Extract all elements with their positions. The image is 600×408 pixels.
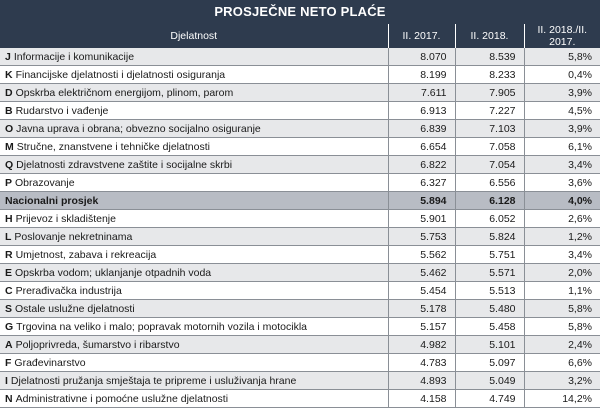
cell-2017: 6.654 [388, 138, 455, 156]
activity-name: Prijevoz i skladištenje [15, 212, 116, 225]
table-row [0, 228, 600, 246]
cell-2017: 6.913 [388, 102, 455, 120]
cell-2018: 5.049 [455, 372, 524, 390]
table-row [0, 300, 600, 318]
cell-change: 3,4% [524, 156, 600, 174]
activity-name: Financijske djelatnosti i djelatnosti osiguranja [15, 68, 226, 81]
cell-2017: 7.611 [388, 84, 455, 102]
activity-code: Q [5, 158, 14, 171]
cell-2018: 5.097 [455, 354, 524, 372]
cell-change: 1,2% [524, 228, 600, 246]
cell-change: 1,1% [524, 282, 600, 300]
activity-name: Građevinarstvo [14, 356, 86, 369]
cell-2017: 4.783 [388, 354, 455, 372]
cell-activity [0, 264, 388, 282]
cell-2018: 5.824 [455, 228, 524, 246]
cell-activity [0, 372, 388, 390]
cell-change: 0,4% [524, 66, 600, 84]
activity-code: G [5, 320, 14, 333]
activity-code: E [5, 266, 13, 279]
table-row [0, 120, 600, 138]
table-title: PROSJEČNE NETO PLAĆE [0, 0, 600, 24]
table-row [0, 246, 600, 264]
cell-activity [0, 48, 388, 66]
table-body [0, 48, 600, 408]
cell-activity [0, 102, 388, 120]
activity-name: Stručne, znanstvene i tehničke djelatnosti [16, 140, 210, 153]
cell-change: 3,6% [524, 174, 600, 192]
table-row [0, 66, 600, 84]
activity-name: Nacionalni prosjek [5, 194, 99, 207]
activity-code: L [5, 230, 12, 243]
cell-2017: 5.901 [388, 210, 455, 228]
activity-code: O [5, 122, 14, 135]
cell-2017: 8.199 [388, 66, 455, 84]
table-row [0, 264, 600, 282]
cell-2018: 5.101 [455, 336, 524, 354]
cell-2018: 4.749 [455, 390, 524, 408]
table-row [0, 282, 600, 300]
cell-change: 2,6% [524, 210, 600, 228]
cell-activity [0, 336, 388, 354]
table-row [0, 354, 600, 372]
cell-activity [0, 354, 388, 372]
activity-name: Ostale uslužne djelatnosti [15, 302, 135, 315]
cell-2018: 7.058 [455, 138, 524, 156]
cell-change: 14,2% [524, 390, 600, 408]
table-row [0, 372, 600, 390]
cell-activity [0, 282, 388, 300]
activity-code: F [5, 356, 12, 369]
activity-code: M [5, 140, 14, 153]
cell-activity [0, 156, 388, 174]
cell-activity [0, 246, 388, 264]
activity-code: B [5, 104, 13, 117]
cell-activity [0, 84, 388, 102]
cell-2017: 5.178 [388, 300, 455, 318]
table-row [0, 210, 600, 228]
cell-2017: 5.562 [388, 246, 455, 264]
cell-change: 6,1% [524, 138, 600, 156]
cell-2017: 5.894 [388, 192, 455, 210]
cell-2018: 7.054 [455, 156, 524, 174]
activity-code: C [5, 284, 13, 297]
cell-change: 3,2% [524, 372, 600, 390]
cell-change: 2,4% [524, 336, 600, 354]
table-row [0, 318, 600, 336]
cell-2017: 8.070 [388, 48, 455, 66]
header-2017: II. 2017. [388, 24, 455, 48]
cell-change: 4,5% [524, 102, 600, 120]
activity-name: Administrativne i pomoćne uslužne djelatnosti [15, 392, 229, 405]
cell-activity [0, 210, 388, 228]
cell-activity [0, 138, 388, 156]
cell-2018: 5.458 [455, 318, 524, 336]
cell-2018: 5.513 [455, 282, 524, 300]
header-change: II. 2018./II. 2017. [524, 24, 600, 48]
table-row [0, 156, 600, 174]
activity-name: Djelatnosti zdravstvene zaštite i socijalne skrbi [16, 158, 233, 171]
table-header-row [0, 24, 600, 48]
cell-2017: 4.158 [388, 390, 455, 408]
activity-code: D [5, 86, 13, 99]
cell-change: 3,9% [524, 84, 600, 102]
activity-name: Poslovanje nekretninama [14, 230, 133, 243]
cell-activity [0, 66, 388, 84]
activity-code: I [5, 374, 8, 387]
cell-activity [0, 228, 388, 246]
cell-change: 5,8% [524, 300, 600, 318]
activity-name: Poljoprivreda, šumarstvo i ribarstvo [15, 338, 180, 351]
cell-2017: 5.454 [388, 282, 455, 300]
cell-2018: 5.571 [455, 264, 524, 282]
table-row-national-average [0, 192, 600, 210]
cell-2017: 4.893 [388, 372, 455, 390]
cell-2017: 6.327 [388, 174, 455, 192]
header-2018: II. 2018. [455, 24, 524, 48]
activity-code: J [5, 50, 11, 63]
activity-code: N [5, 392, 13, 405]
cell-activity [0, 192, 388, 210]
activity-code: P [5, 176, 13, 189]
cell-change: 2,0% [524, 264, 600, 282]
table-row [0, 174, 600, 192]
activity-name: Djelatnosti pružanja smještaja te pripreme i usluživanja hrane [10, 374, 297, 387]
cell-activity [0, 318, 388, 336]
cell-activity [0, 120, 388, 138]
cell-2018: 7.905 [455, 84, 524, 102]
cell-2017: 6.839 [388, 120, 455, 138]
activity-name: Javna uprava i obrana; obvezno socijalno osiguranje [16, 122, 261, 135]
table-row [0, 138, 600, 156]
table-row [0, 84, 600, 102]
cell-change: 5,8% [524, 48, 600, 66]
activity-code: S [5, 302, 13, 315]
cell-2017: 5.753 [388, 228, 455, 246]
activity-code: R [5, 248, 13, 261]
cell-2017: 5.157 [388, 318, 455, 336]
cell-2018: 5.480 [455, 300, 524, 318]
cell-change: 3,9% [524, 120, 600, 138]
activity-name: Rudarstvo i vađenje [15, 104, 109, 117]
cell-2018: 8.539 [455, 48, 524, 66]
cell-change: 4,0% [524, 192, 600, 210]
cell-2018: 5.751 [455, 246, 524, 264]
cell-2017: 6.822 [388, 156, 455, 174]
cell-2017: 5.462 [388, 264, 455, 282]
activity-name: Obrazovanje [15, 176, 75, 189]
cell-2018: 6.556 [455, 174, 524, 192]
activity-code: A [5, 338, 13, 351]
table-row [0, 102, 600, 120]
cell-change: 3,4% [524, 246, 600, 264]
salary-table [0, 24, 600, 408]
activity-name: Opskrba električnom energijom, plinom, parom [15, 86, 234, 99]
activity-name: Trgovina na veliko i malo; popravak motornih vozila i motocikla [16, 320, 307, 333]
activity-code: H [5, 212, 13, 225]
cell-2018: 7.103 [455, 120, 524, 138]
header-activity: Djelatnost [0, 24, 388, 48]
table-row [0, 48, 600, 66]
activity-name: Umjetnost, zabava i rekreacija [15, 248, 157, 261]
cell-2018: 6.052 [455, 210, 524, 228]
cell-2018: 8.233 [455, 66, 524, 84]
activity-name: Prerađivačka industrija [15, 284, 122, 297]
cell-activity [0, 300, 388, 318]
cell-change: 6,6% [524, 354, 600, 372]
cell-activity [0, 174, 388, 192]
activity-code: K [5, 68, 13, 81]
cell-change: 5,8% [524, 318, 600, 336]
activity-name: Informacije i komunikacije [13, 50, 135, 63]
table-row [0, 336, 600, 354]
cell-2017: 4.982 [388, 336, 455, 354]
activity-name: Opskrba vodom; uklanjanje otpadnih voda [15, 266, 212, 279]
cell-2018: 6.128 [455, 192, 524, 210]
cell-2018: 7.227 [455, 102, 524, 120]
